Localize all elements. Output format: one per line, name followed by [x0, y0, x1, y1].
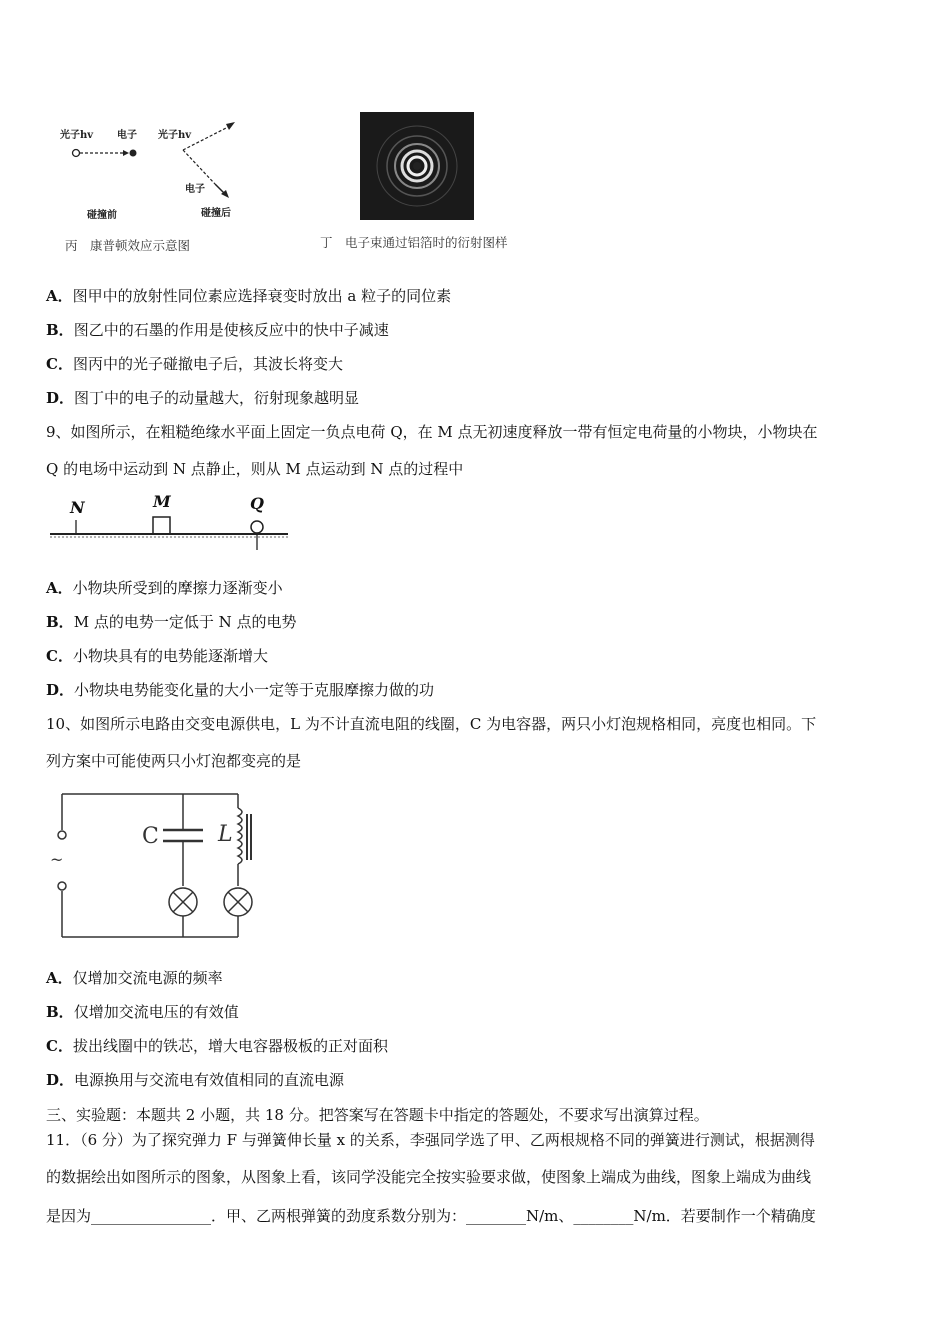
charge-q-label: Q — [250, 494, 264, 513]
option-letter: D． — [46, 1071, 75, 1089]
compton-figure — [55, 118, 315, 258]
q8-option-b — [46, 320, 389, 340]
option-letter: D． — [46, 681, 75, 699]
q10-circuit-figure — [50, 788, 265, 944]
diffraction-image — [360, 112, 474, 220]
option-text: 拔出线圈中的铁芯，增大电容器极板的正对面积 — [72, 1037, 388, 1055]
option-text: 小物块电势能变化量的大小一定等于克服摩擦力做的功 — [74, 681, 435, 699]
q9-option-d — [46, 680, 434, 700]
after-collision-label: 碰撞后 — [201, 208, 231, 219]
ac-source-symbol: ~ — [50, 850, 64, 869]
point-m-label: M — [153, 492, 171, 511]
q10-option-a — [46, 968, 223, 988]
option-text: 图乙中的石墨的作用是使核反应中的快中子减速 — [73, 321, 389, 339]
option-letter: C． — [46, 355, 73, 373]
q9-stem-line1: 9、如图所示，在粗糙绝缘水平面上固定一负点电荷 Q，在 M 点无初速度释放一带有恒定电荷量的小物块，小物块在 — [46, 423, 818, 441]
q9-option-a — [46, 578, 283, 598]
photon-before-label: 光子hv — [60, 130, 94, 141]
point-n-label: N — [70, 498, 85, 517]
option-letter: C． — [46, 1037, 73, 1055]
q10-option-b — [46, 1002, 239, 1022]
option-text: 图甲中的放射性同位素应选择衰变时放出 a 粒子的同位素 — [72, 287, 452, 305]
q8-option-d — [46, 388, 359, 408]
diffraction-caption: 丁 电子束通过铝箔时的衍射图样 — [320, 235, 508, 250]
before-collision-label: 碰撞前 — [87, 210, 117, 221]
photon-after-label: 光子hv — [158, 130, 192, 141]
electron-after-label: 电子 — [185, 184, 205, 195]
option-text: 仅增加交流电压的有效值 — [73, 1003, 239, 1021]
inductor-label: L — [218, 822, 233, 847]
option-letter: A． — [46, 579, 73, 597]
option-letter: B． — [46, 613, 74, 631]
q9-option-c — [46, 646, 268, 666]
option-letter: A． — [46, 969, 73, 987]
compton-caption: 丙 康普顿效应示意图 — [65, 238, 191, 253]
option-text: 电源换用与交流电有效值相同的直流电源 — [74, 1071, 345, 1089]
option-letter: D． — [46, 389, 75, 407]
q10-option-c — [46, 1036, 388, 1056]
option-text: 小物块所受到的摩擦力逐渐变小 — [72, 579, 283, 597]
option-text: 图丙中的光子碰撤电子后，其波长将变大 — [72, 355, 343, 373]
capacitor-label: C — [142, 824, 159, 849]
option-text: 图丁中的电子的动量越大，衍射现象越明显 — [74, 389, 360, 407]
electron-before-label: 电子 — [117, 130, 137, 141]
section-3-heading: 三、实验题：本题共 2 小题，共 18 分。把答案写在答题卡中指定的答题处，不要求写出演算过程。 — [46, 1106, 709, 1124]
option-letter: B． — [46, 1003, 74, 1021]
q10-stem-line1: 10、如图所示电路由交变电源供电，L 为不计直流电阻的线圈，C 为电容器，两只小灯泡规格相同，亮度也相同。下 — [46, 715, 817, 733]
q8-option-c — [46, 354, 343, 374]
option-letter: C． — [46, 647, 73, 665]
option-text: 小物块具有的电势能逐渐增大 — [72, 647, 268, 665]
option-letter: A． — [46, 287, 73, 305]
q9-stem-line2: Q 的电场中运动到 N 点静止，则从 M 点运动到 N 点的过程中 — [46, 460, 464, 478]
q11-stem-line3: 是因为________________．甲、乙两根弹簧的劲度系数分别为：________N/m、________N/m．若要制作一个精确度 — [46, 1207, 816, 1225]
q9-option-b — [46, 612, 296, 632]
q8-option-a — [46, 286, 451, 306]
q11-stem-line2: 的数据绘出如图所示的图象，从图象上看，该同学没能完全按实验要求做，使图象上端成为曲线，图象上端成为曲线 — [46, 1168, 812, 1186]
q11-stem-line1: 11．（6 分）为了探究弹力 F 与弹簧伸长量 x 的关系，李强同学选了甲、乙两根规格不同的弹簧进行测试，根据测得 — [46, 1131, 815, 1149]
q10-option-d — [46, 1070, 344, 1090]
option-text: M 点的电势一定低于 N 点的电势 — [73, 613, 297, 631]
option-text: 仅增加交流电源的频率 — [72, 969, 223, 987]
option-letter: B． — [46, 321, 74, 339]
q9-figure — [48, 490, 293, 552]
q10-stem-line2: 列方案中可能使两只小灯泡都变亮的是 — [46, 752, 302, 770]
